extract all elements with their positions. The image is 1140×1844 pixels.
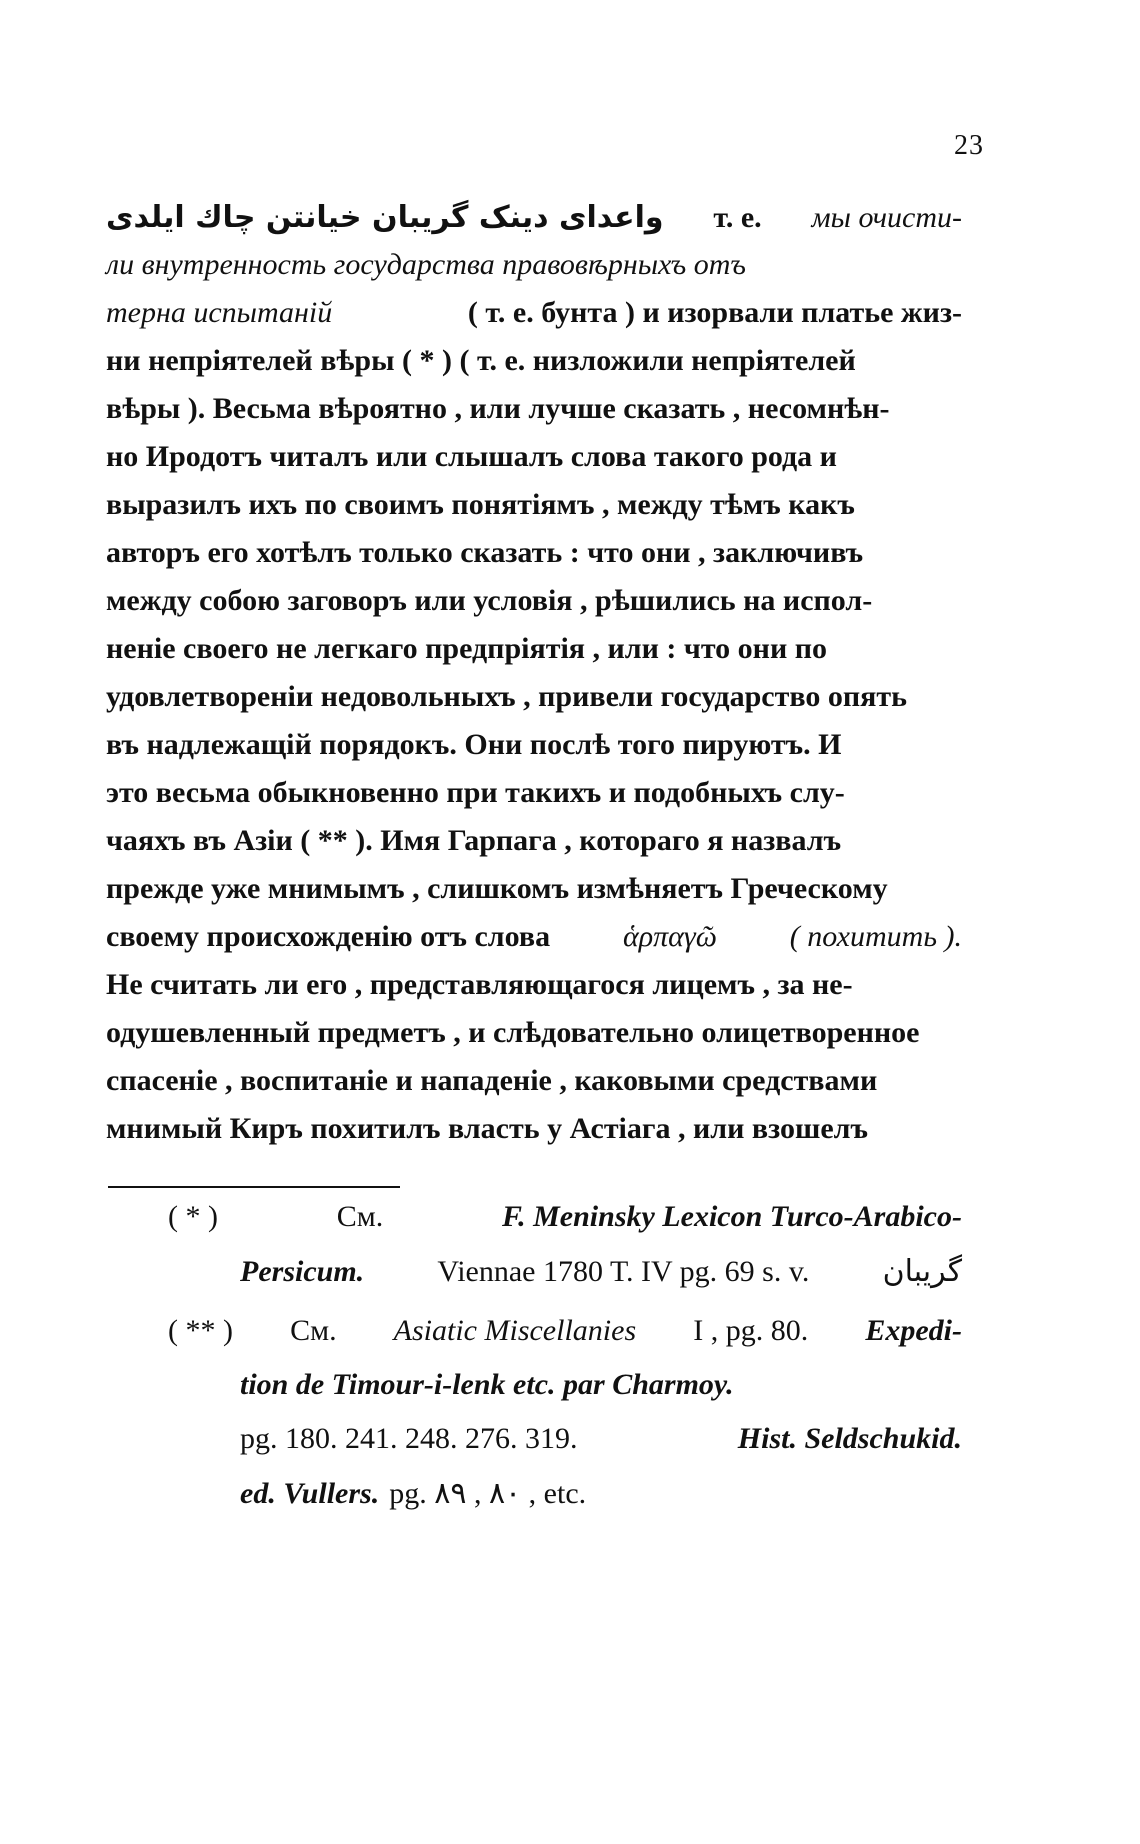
text-span: мнимый Киръ похитилъ власть у Астіага , или взошелъ [106, 1112, 868, 1145]
footnotes [106, 1200, 962, 1530]
text-span: авторъ его хотѣлъ только сказать : что они , заключивъ [106, 536, 864, 569]
arabic-word: گريبان [882, 1254, 962, 1289]
footnote-divider [108, 1186, 400, 1188]
text-span: неніе своего не легкаго предпріятія , или : что они по [106, 632, 828, 665]
text-line [106, 488, 962, 536]
text-line [106, 680, 962, 728]
abbreviation: т. е. [713, 201, 762, 234]
footnote-see: См. [290, 1314, 337, 1347]
footnote-title: Persicum. [240, 1255, 365, 1288]
italic-translation: ли внутренность государства правовѣрныхъ отъ [106, 248, 746, 281]
text-span: прежде уже мнимымъ , слишкомъ измѣняетъ Греческому [106, 872, 888, 905]
main-text [106, 200, 962, 1160]
text-line [106, 344, 962, 392]
text-line [106, 824, 962, 872]
text-line [106, 392, 962, 440]
page-number: 23 [954, 130, 984, 161]
text-span: одушевленный предметъ , и слѣдовательно олицетворенное [106, 1016, 920, 1049]
text-line [106, 632, 962, 680]
footnote-text: I , pg. 80. [693, 1314, 809, 1347]
text-line [106, 920, 962, 968]
text-line [106, 296, 962, 344]
footnote-text: pg. ٨٠ , ٨٩ , etc. [389, 1477, 587, 1510]
footnote-line [106, 1200, 962, 1254]
footnote-line [106, 1368, 962, 1422]
text-span: Не считать ли его , представляющагося лицемъ , за не- [106, 968, 853, 1001]
text-line [106, 536, 962, 584]
text-span: вѣры ). Весьма вѣроятно , или лучше сказать , несомнѣн- [106, 392, 890, 425]
text-line [106, 1016, 962, 1064]
footnote-line [106, 1476, 962, 1530]
footnote-text: pg. 180. 241. 248. 276. 319. [240, 1422, 578, 1455]
text-span: это весьма обыкновенно при такихъ и подобныхъ слу- [106, 776, 845, 809]
footnote [106, 1200, 962, 1308]
text-line [106, 776, 962, 824]
text-span: но Иродотъ читалъ или слышалъ слова такого рода и [106, 440, 837, 473]
text-line [106, 872, 962, 920]
text-span: своему происхожденію отъ слова [106, 920, 551, 953]
footnote-title: F. Meninsky Lexicon Turco-Arabico- [501, 1200, 962, 1233]
greek-word: ἁρπαγῶ [622, 920, 717, 953]
text-span: ни непріятелей вѣры ( * ) ( т. е. низложили непріятелей [106, 344, 856, 377]
footnote-title: Expedi- [865, 1314, 962, 1347]
text-line [106, 1064, 962, 1112]
text-span: между собою заговоръ или условія , рѣшились на испол- [106, 584, 873, 617]
text-span: ( т. е. бунта ) и изорвали платье жиз- [467, 296, 962, 329]
text-line [106, 1112, 962, 1160]
footnote-title: Asiatic Miscellanies [393, 1314, 637, 1347]
italic-translation: ( похитить ). [789, 920, 962, 953]
italic-translation: терна испытаній [106, 296, 333, 329]
footnote-title: tion de Timour-i-lenk etc. par Charmoy. [240, 1368, 734, 1401]
footnote-line [106, 1314, 962, 1368]
footnote-text: Viennae 1780 T. IV pg. 69 s. v. [437, 1255, 810, 1288]
footnote-marker: ( ** ) [168, 1314, 233, 1347]
text-line [106, 584, 962, 632]
footnote-line [106, 1422, 962, 1476]
text-span: въ надлежащій порядокъ. Они послѣ того пируютъ. И [106, 728, 842, 761]
footnote-title: ed. Vullers. [240, 1477, 380, 1510]
text-span: удовлетвореніи недовольныхъ , привели государство опять [106, 680, 907, 713]
footnote-marker: ( * ) [168, 1200, 218, 1233]
text-span: чаяхъ въ Азіи ( ** ). Имя Гарпага , котораго я назвалъ [106, 824, 842, 857]
text-span: спасеніе , воспитаніе и нападеніе , каковыми средствами [106, 1064, 878, 1097]
text-line [106, 200, 962, 248]
footnote-line [106, 1254, 962, 1308]
text-span: выразилъ ихъ по своимъ понятіямъ , между тѣмъ какъ [106, 488, 855, 521]
text-line [106, 440, 962, 488]
text-line [106, 728, 962, 776]
arabic-quote: واعدای دینک گریبان خیانتن چاك ایلدی [106, 200, 664, 235]
footnote-see: См. [336, 1200, 384, 1233]
text-line [106, 248, 962, 296]
italic-translation: мы очисти- [811, 201, 962, 234]
text-line [106, 968, 962, 1016]
footnote-title: Hist. Seldschukid. [737, 1422, 962, 1455]
footnote [106, 1314, 962, 1530]
